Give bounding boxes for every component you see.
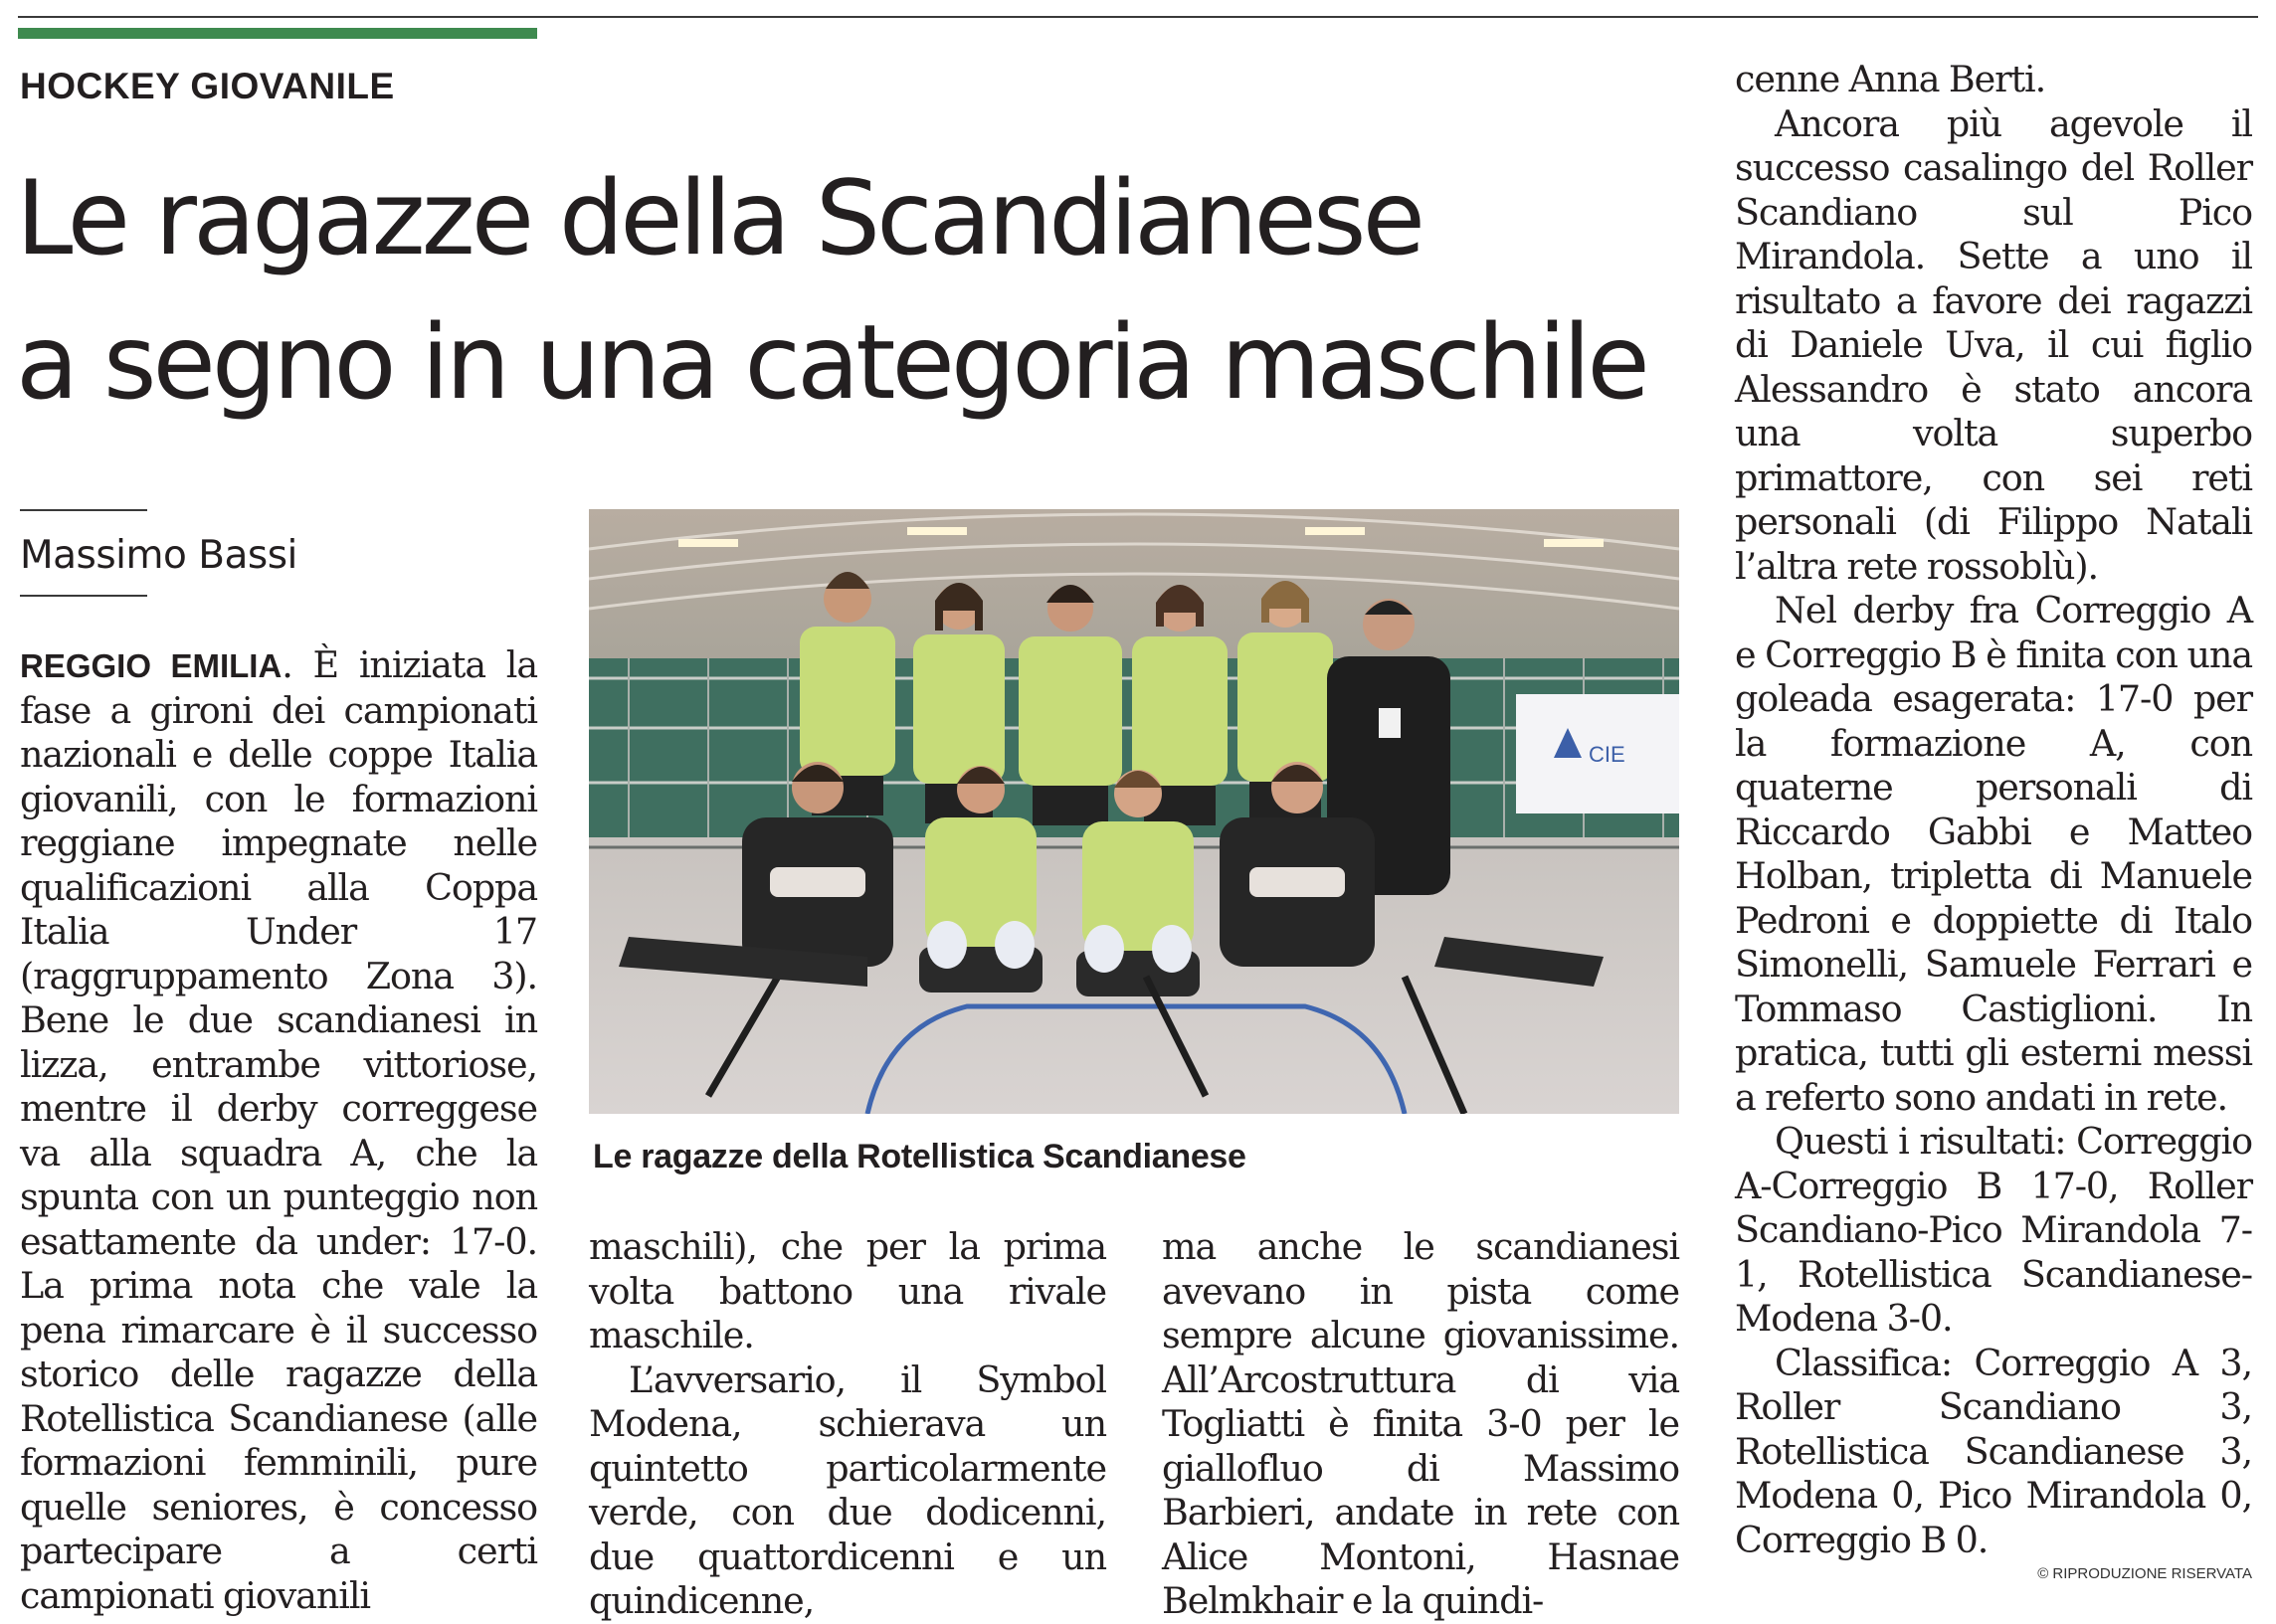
headline-line-2: a segno in una categoria maschile: [16, 303, 1646, 423]
byline: Massimo Bassi: [20, 533, 297, 578]
byline-rule-top: [20, 509, 147, 511]
paragraph: ma anche le scandianesi avevano in pista come sempre alcune giovanissime. All’Arcostruttura di via Togliatti è finita 3-0 per le giallofluo di Massimo Barbieri, andate in rete con Alice Montoni, Hasnae Belmkhair e la quindi-: [1162, 1225, 1679, 1622]
article-column-1: [20, 643, 537, 1618]
paragraph: L’avversario, il Symbol Modena, schierava un quintetto particolarmente verde, con due dodicenni, due quattordicenni e un quindicenne,: [589, 1357, 1106, 1622]
banner-text: CIE: [1589, 742, 1625, 767]
paragraph: cenne Anna Berti.: [1735, 58, 2046, 100]
paragraph: Classifica: Correggio A 3, Roller Scandiano 3, Rotellistica Scandianese 3, Modena 0, Pico Mirandola 0, Correggio B 0.: [1735, 1341, 2252, 1561]
paragraph: Nel derby fra Correggio A e Correggio B è finita con una goleada esagerata: 17-0 per la formazione A, con quaterne personali di Riccardo Gabbi e Matteo Holban, tripletta di Manuele Pedroni e doppiette di Italo Simonelli, Samuele Ferrari e Tommaso Castiglioni. In pratica, tutti gli esterni messi a referto sono andati in rete.: [1735, 589, 2252, 1119]
article-column-2: [589, 1225, 1106, 1624]
headline: [16, 147, 1707, 436]
copyright-notice: © RIPRODUZIONE RISERVATA: [2037, 1565, 2252, 1582]
paragraph: maschili), che per la prima volta battono una rivale maschile.: [589, 1225, 1106, 1356]
section-kicker: HOCKEY GIOVANILE: [20, 66, 395, 106]
section-accent-bar: [18, 28, 537, 39]
article-column-4: [1735, 58, 2252, 1562]
byline-rule-bottom: [20, 595, 147, 597]
headline-line-1: Le ragazze della Scandianese: [16, 159, 1422, 278]
paragraph: [20, 643, 537, 1618]
paragraph-text: . È iniziata la fase a gironi dei campionati nazionali e delle coppe Italia giovanili, con le formazioni reggiane impegnate nelle qualificazioni alla Coppa Italia Under 17 (raggruppamento Zona 3). Bene le due scandianesi in lizza, entrambe vittoriose, mentre il derby correggese va alla squadra A, che la spunta con un punteggio non esattamente da under: 17-0. La prima nota che vale la pena rimarcare è il successo storico delle ragazze della Rotellistica Scandianese (alle formazioni femminili, pure quelle seniores, è concesso partecipare a certi campionati giovanili: [20, 643, 538, 1617]
top-rule: [18, 16, 2258, 18]
team-photo: [589, 509, 1679, 1114]
paragraph: Questi i risultati: Correggio A-Correggio B 17-0, Roller Scandiano-Pico Mirandola 7-1, Rotellistica Scandianese-Modena 3-0.: [1735, 1120, 2252, 1340]
article-column-3: [1162, 1225, 1679, 1624]
dateline: REGGIO EMILIA: [20, 647, 283, 684]
paragraph: Ancora più agevole il successo casalingo del Roller Scandiano sul Pico Mirandola. Sette a uno il risultato a favore dei ragazzi di Daniele Uva, il cui figlio Alessandro è stato ancora una volta superbo primattore, con sei reti personali (di Filippo Natali l’altra rete rossoblù).: [1735, 101, 2252, 588]
photo-caption: Le ragazze della Rotellistica Scandianese: [593, 1138, 1246, 1175]
